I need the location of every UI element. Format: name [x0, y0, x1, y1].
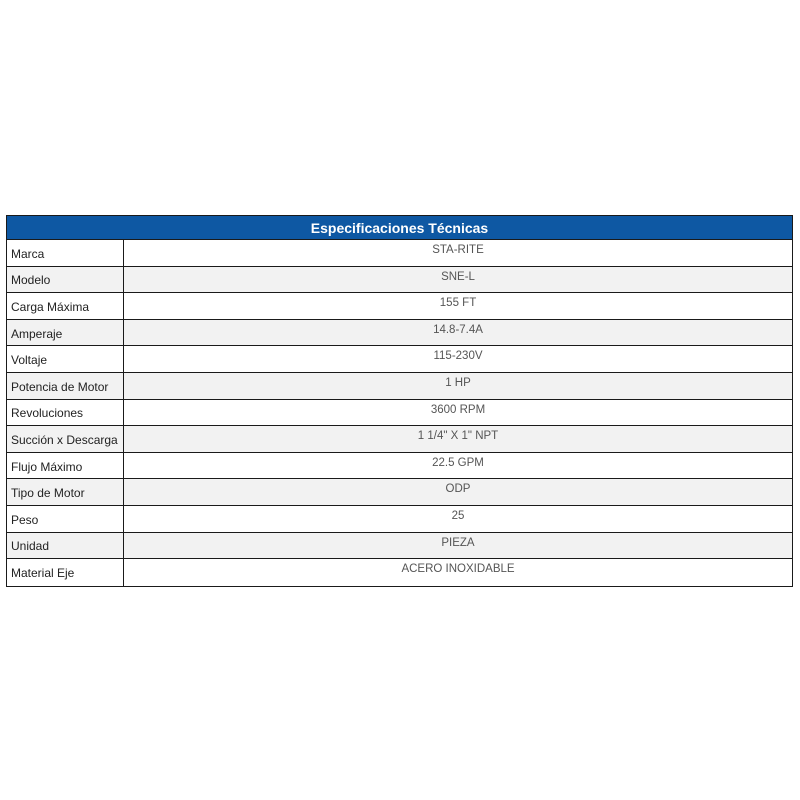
row-value-unidad: PIEZA: [441, 536, 475, 549]
row-label-voltaje: Voltaje: [7, 346, 124, 372]
row-label-flujo-maximo: Flujo Máximo: [7, 453, 124, 479]
row-label-material-eje: Material Eje: [7, 559, 124, 586]
row-label-unidad: Unidad: [7, 533, 124, 559]
row-label-revoluciones: Revoluciones: [7, 400, 124, 426]
table-row: [7, 479, 792, 506]
table-row: [7, 400, 792, 427]
table-title: Especificaciones Técnicas: [7, 216, 792, 240]
table-row: [7, 373, 792, 400]
row-label-potencia-motor: Potencia de Motor: [7, 373, 124, 399]
row-value-marca: STA-RITE: [432, 244, 484, 256]
table-row: [7, 533, 792, 560]
row-value-potencia-motor: 1 HP: [445, 376, 471, 389]
table-row: [7, 240, 792, 267]
spec-table: [6, 215, 793, 587]
table-row: [7, 506, 792, 533]
table-row: [7, 346, 792, 373]
row-value-revoluciones: 3600 RPM: [430, 403, 486, 416]
row-label-tipo-motor: Tipo de Motor: [7, 479, 124, 505]
row-label-marca: Marca: [7, 240, 124, 266]
row-label-peso: Peso: [7, 506, 124, 532]
table-row: [7, 320, 792, 347]
row-label-amperaje: Amperaje: [7, 320, 124, 346]
table-row: [7, 293, 792, 320]
row-label-modelo: Modelo: [7, 267, 124, 293]
row-value-amperaje: 14.8-7.4A: [433, 323, 483, 336]
table-row: [7, 426, 792, 453]
table-row: [7, 453, 792, 480]
row-value-carga-maxima: 155 FT: [439, 297, 477, 310]
row-value-material-eje: ACERO INOXIDABLE: [401, 563, 515, 576]
row-value-peso: 25: [451, 509, 465, 522]
row-value-voltaje: 115-230V: [433, 350, 483, 363]
row-label-carga-maxima: Carga Máxima: [7, 293, 124, 319]
row-value-succion-descarga: 1 1/4" X 1" NPT: [417, 430, 499, 443]
table-row: [7, 559, 792, 586]
row-value-tipo-motor: ODP: [445, 483, 471, 496]
row-label-succion-descarga: Succión x Descarga: [7, 426, 124, 452]
table-row: [7, 267, 792, 294]
row-value-modelo: SNE-L: [441, 270, 475, 283]
row-value-flujo-maximo: 22.5 GPM: [432, 456, 484, 469]
